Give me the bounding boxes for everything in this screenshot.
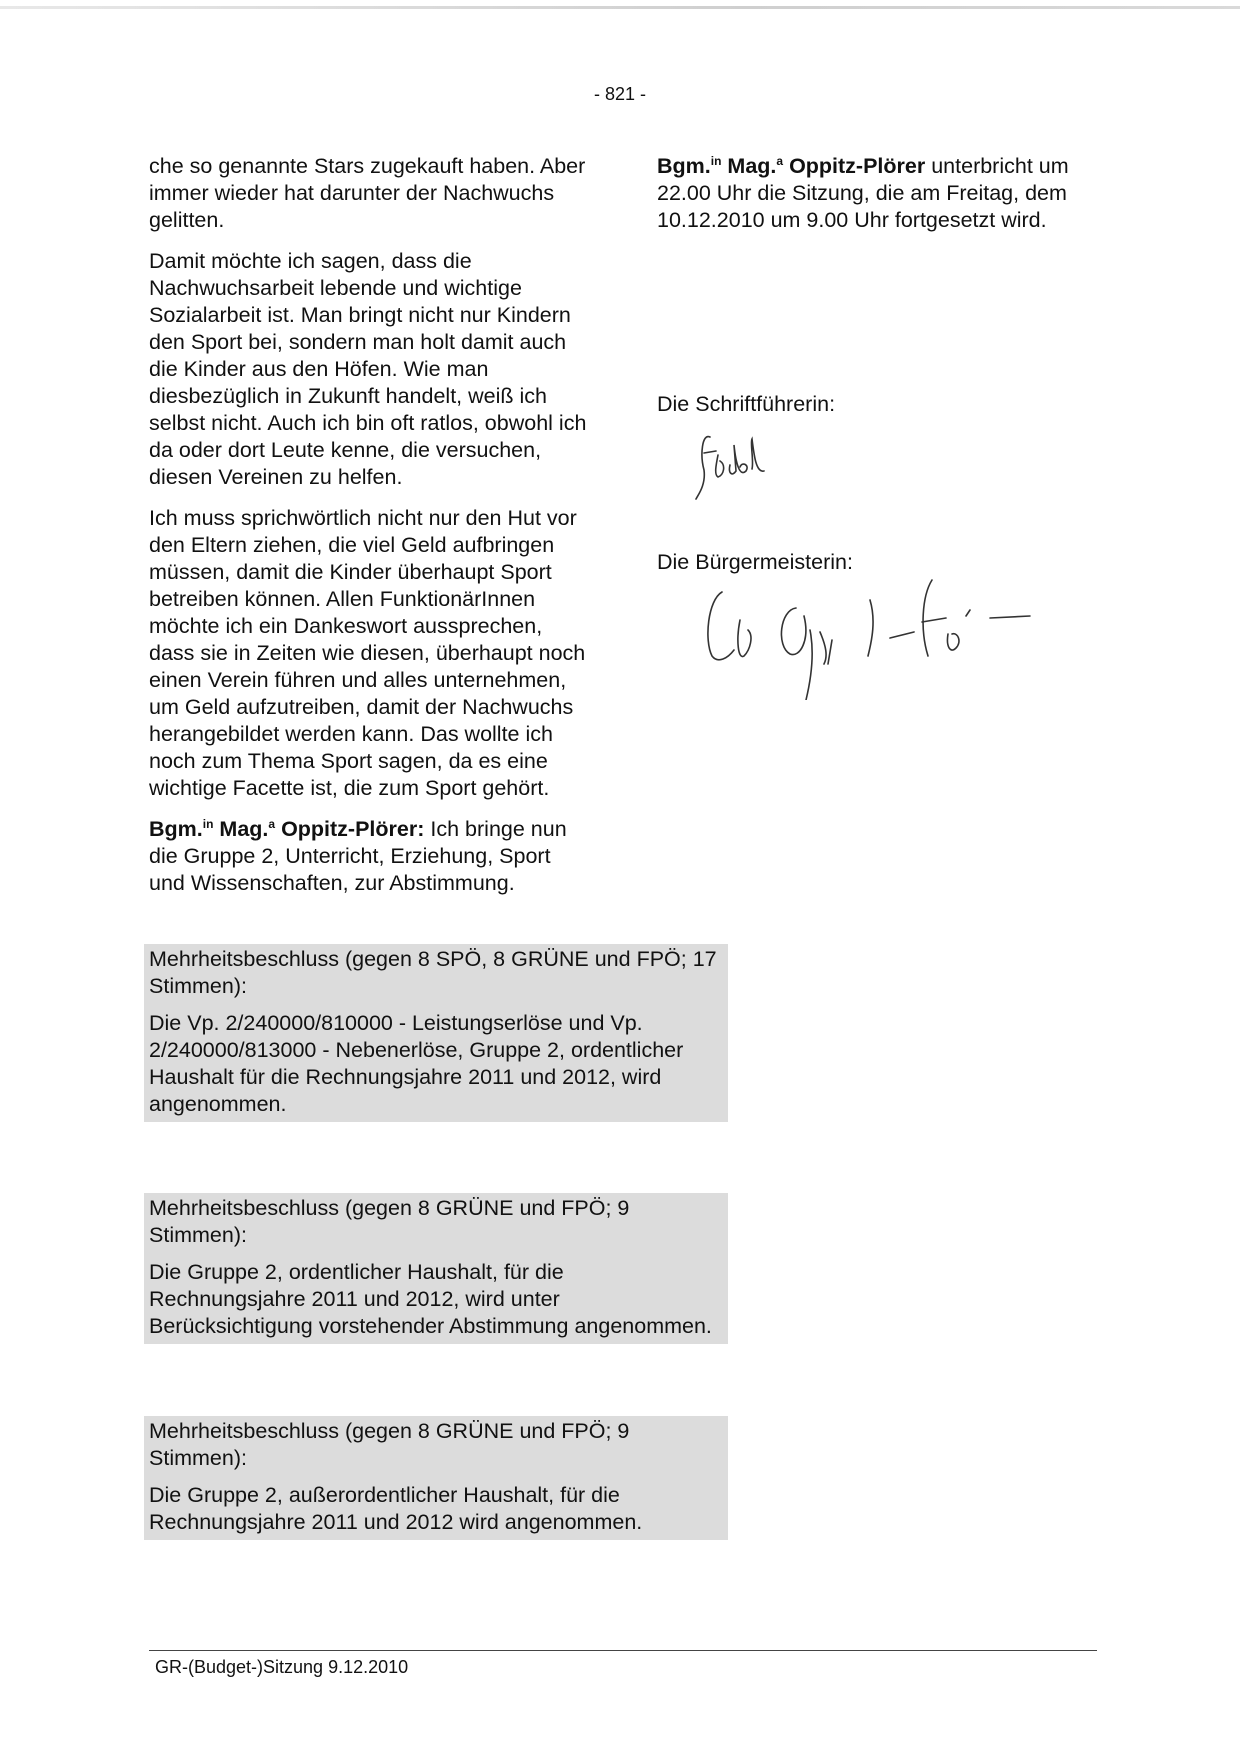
- resolution-title: Mehrheitsbeschluss (gegen 8 GRÜNE und FPÖ; 9 Stimmen):: [149, 1196, 630, 1247]
- resolution-text: Die Gruppe 2, ordentlicher Haushalt, für die Rechnungsjahre 2011 und 2012, wird unter Berücksichtigung vorstehender Abstimmung angenommen.: [149, 1260, 712, 1338]
- secretary-label: Die Schriftführerin:: [657, 392, 836, 416]
- speaker-name: Bgm.$^{in}$ Mag.$^a$ Oppitz-Plörer: [657, 153, 926, 178]
- footer-text: GR-(Budget-)Sitzung 9.12.2010: [155, 1657, 409, 1677]
- footer-divider: [149, 1650, 1097, 1651]
- resolution-text: Die Vp. 2/240000/810000 - Leistungserlöse und Vp. 2/240000/813000 - Nebenerlöse, Gruppe 2, ordentlicher Haushalt für die Rechnungsjahre 2011 und 2012, wird angenommen.: [149, 1011, 684, 1116]
- secretary-signature: [690, 425, 790, 505]
- page-number: - 821 -: [593, 84, 647, 104]
- mayor-label: Die Bürgermeisterin:: [657, 550, 853, 574]
- mayor-signature: [700, 560, 1100, 700]
- speaker-name: Bgm.$^{in}$ Mag.$^a$ Oppitz-Plörer:: [149, 816, 425, 841]
- resolution-title: Mehrheitsbeschluss (gegen 8 GRÜNE und FPÖ; 9 Stimmen):: [149, 1419, 630, 1470]
- resolution-title: Mehrheitsbeschluss (gegen 8 SPÖ, 8 GRÜNE und FPÖ; 17 Stimmen):: [149, 947, 717, 998]
- paragraph: Ich muss sprichwörtlich nicht nur den Hut vor den Eltern ziehen, die viel Geld aufbringen müssen, damit die Kinder überhaupt Sport betreiben können. Allen FunktionärInnen möchte ich ein Dankeswort aussprechen, dass sie in Zeiten wie diesen, überhaupt noch einen Verein führen und alles unternehmen, um Geld aufzutreiben, damit der Nachwuchs herangebildet werden kann. Das wollte ich noch zum Thema Sport sagen, da es eine wichtige Facette ist, die zum Sport gehört.: [149, 506, 586, 800]
- resolution-text: Die Gruppe 2, außerordentlicher Haushalt, für die Rechnungsjahre 2011 und 2012 wird angenommen.: [149, 1483, 643, 1534]
- resolution-box: [144, 944, 728, 1122]
- paragraph: Damit möchte ich sagen, dass die Nachwuchsarbeit lebende und wichtige Sozialarbeit ist. Man bringt nicht nur Kindern den Sport bei, sondern man holt damit auch die Kinder aus den Höfen. Wie man diesbezüglich in Zukunft handelt, weiß ich selbst nicht. Auch ich bin oft ratlos, obwohl ich da oder dort Leute kenne, die versuchen, diesen Vereinen zu helfen.: [149, 249, 587, 489]
- speaker-text: Ich bringe nun die Gruppe 2, Unterricht, Erziehung, Sport und Wissenschaften, zur Abstimmung.: [149, 817, 567, 895]
- right-column: [657, 153, 1097, 248]
- scan-top-edge: [0, 6, 1240, 9]
- resolution-box: [144, 1416, 728, 1540]
- left-column: [149, 153, 589, 911]
- speaker-paragraph: [149, 816, 589, 897]
- speaker-paragraph: [657, 153, 1097, 234]
- paragraph: che so genannte Stars zugekauft haben. Aber immer wieder hat darunter der Nachwuchs gelitten.: [149, 154, 586, 232]
- speaker-text: unterbricht um 22.00 Uhr die Sitzung, die am Freitag, dem 10.12.2010 um 9.00 Uhr fortgesetzt wird.: [657, 154, 1069, 232]
- resolution-box: [144, 1193, 728, 1344]
